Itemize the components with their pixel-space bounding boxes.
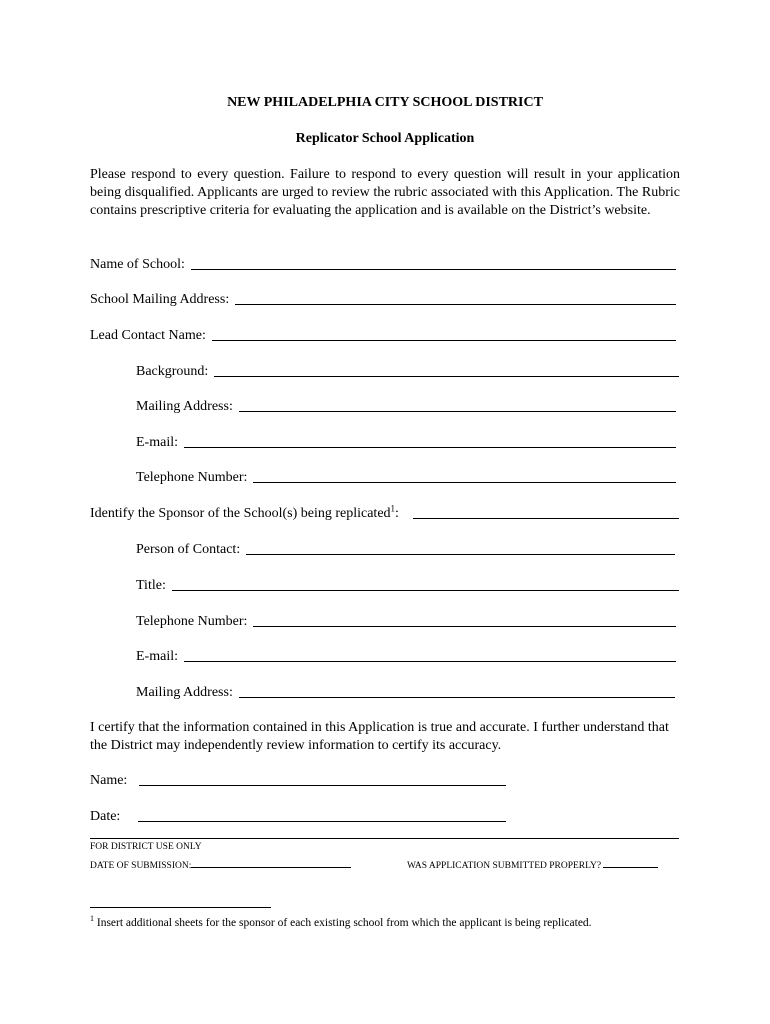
certification-paragraph: I certify that the information contained in this Application is true and accurate. I further understand that the District may independently review information to certify its accuracy. — [90, 720, 669, 753]
lead-mailing-address-blank[interactable] — [239, 397, 676, 412]
date-of-submission-row — [90, 859, 351, 871]
school-mailing-address-label: School Mailing Address: — [90, 292, 230, 307]
school-mailing-address-row — [90, 290, 676, 308]
sponsor-label-text: Identify the Sponsor of the School(s) being replicated — [90, 506, 391, 521]
sponsor-person-row — [136, 540, 675, 558]
sponsor-telephone-blank[interactable] — [253, 612, 676, 627]
signature-name-label: Name: — [90, 773, 128, 788]
sponsor-row — [90, 504, 679, 522]
sponsor-title-row — [136, 576, 679, 594]
lead-telephone-blank[interactable] — [253, 468, 676, 483]
form-title: Replicator School Application — [295, 131, 475, 146]
lead-background-label: Background: — [136, 364, 209, 379]
sponsor-telephone-row — [136, 612, 676, 630]
footnote — [90, 914, 592, 929]
submitted-properly-row — [407, 859, 658, 871]
lead-telephone-label: Telephone Number: — [136, 470, 248, 485]
sponsor-title-blank[interactable] — [172, 576, 679, 591]
footnote-mark: 1 — [90, 914, 94, 924]
sponsor-label — [90, 503, 413, 522]
signature-name-row — [90, 771, 506, 789]
sponsor-mailing-address-label: Mailing Address: — [136, 685, 233, 700]
sponsor-mailing-address-blank[interactable] — [239, 683, 675, 698]
name-of-school-blank[interactable] — [191, 255, 676, 270]
footnote-text: Insert additional sheets for the sponsor of each existing school from which the applicant is being replicated. — [94, 917, 592, 929]
lead-email-blank[interactable] — [184, 433, 676, 448]
sponsor-email-blank[interactable] — [184, 647, 676, 662]
lead-mailing-address-label: Mailing Address: — [136, 399, 233, 414]
lead-email-label: E-mail: — [136, 435, 178, 450]
sponsor-person-blank[interactable] — [246, 540, 675, 555]
lead-email-row — [136, 433, 676, 451]
lead-mailing-address-row — [136, 397, 676, 415]
district-use-divider — [90, 838, 679, 839]
lead-background-blank[interactable] — [214, 362, 679, 377]
sponsor-title-label: Title: — [136, 578, 166, 593]
sponsor-mailing-address-row — [136, 683, 675, 701]
district-title: NEW PHILADELPHIA CITY SCHOOL DISTRICT — [227, 95, 543, 110]
sponsor-footnote-mark: 1 — [390, 503, 396, 514]
submitted-properly-blank[interactable] — [603, 859, 658, 868]
sponsor-person-label: Person of Contact: — [136, 542, 241, 557]
name-of-school-label: Name of School: — [90, 257, 185, 272]
sponsor-blank[interactable] — [413, 504, 679, 519]
signature-name-blank[interactable] — [139, 771, 506, 786]
sponsor-email-label: E-mail: — [136, 649, 178, 664]
submitted-properly-label: WAS APPLICATION SUBMITTED PROPERLY? — [407, 861, 602, 871]
signature-date-label: Date: — [90, 809, 121, 824]
sponsor-email-row — [136, 647, 676, 665]
lead-contact-name-blank[interactable] — [212, 326, 676, 341]
district-use-heading: FOR DISTRICT USE ONLY — [90, 842, 202, 852]
intro-paragraph: Please respond to every question. Failure to respond to every question will result in your application being disqualified. Applicants are urged to review the rubric associated with this Application. The Rubric contains prescriptive criteria for evaluating the application and is available on the District’s website. — [90, 167, 680, 218]
lead-contact-name-label: Lead Contact Name: — [90, 328, 206, 343]
date-of-submission-blank[interactable] — [191, 859, 351, 868]
sponsor-label-colon: : — [395, 506, 399, 521]
lead-telephone-row — [136, 468, 676, 486]
school-mailing-address-blank[interactable] — [235, 290, 676, 305]
name-of-school-row — [90, 255, 676, 273]
lead-background-row — [136, 362, 679, 380]
date-of-submission-label: DATE OF SUBMISSION: — [90, 861, 192, 871]
lead-contact-name-row — [90, 326, 676, 344]
signature-date-blank[interactable] — [138, 807, 506, 822]
footnote-separator — [90, 907, 271, 908]
sponsor-telephone-label: Telephone Number: — [136, 614, 248, 629]
signature-date-row — [90, 807, 506, 825]
